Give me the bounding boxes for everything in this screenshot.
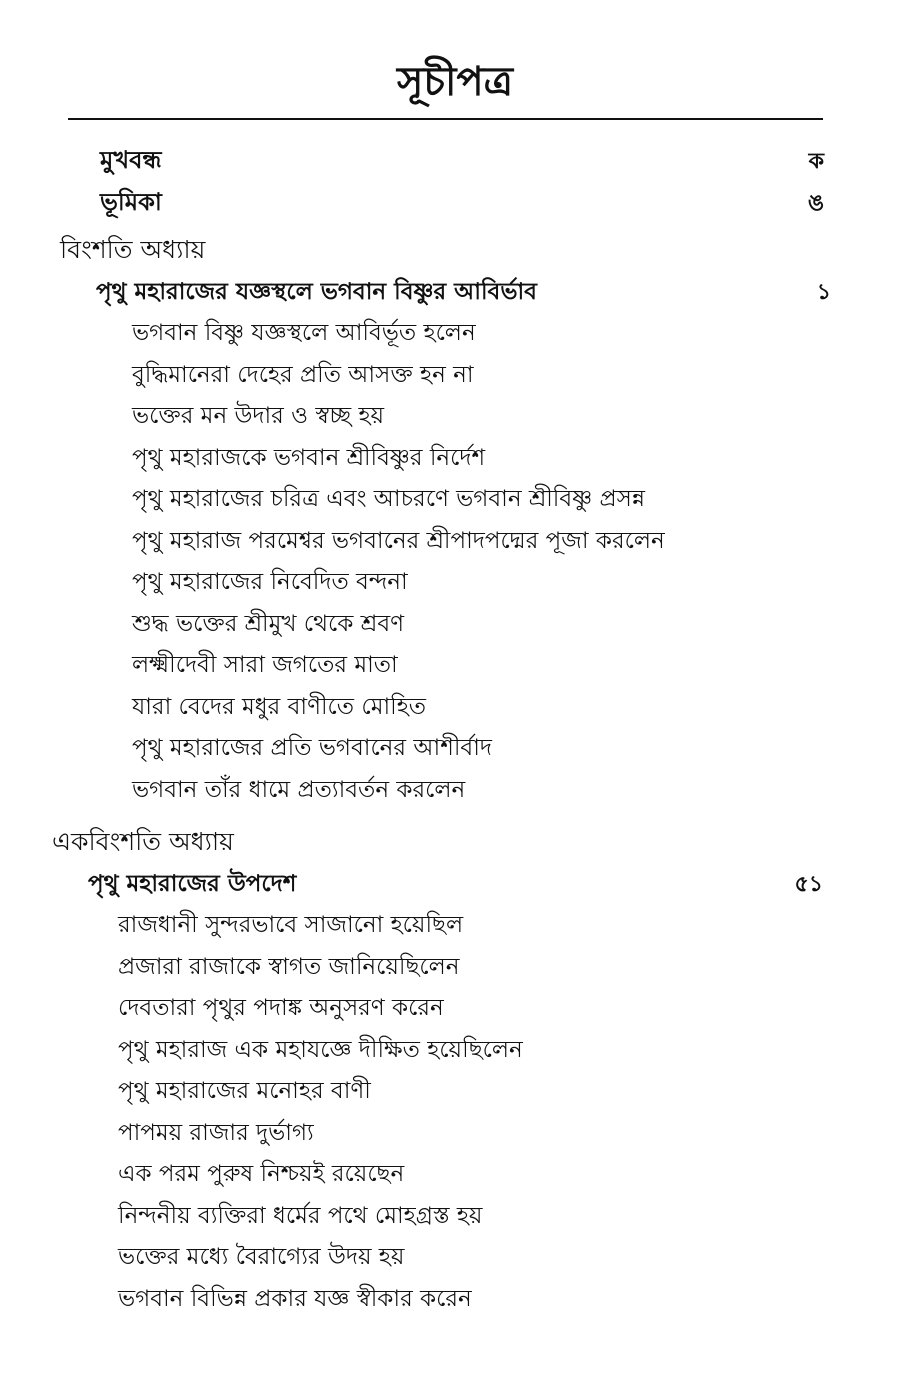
- title-divider: [68, 118, 823, 120]
- page-title: সূচীপত্র: [397, 59, 513, 105]
- subtopic-item[interactable]: যারা বেদের মধুর বাণীতে মোহিত: [132, 693, 427, 720]
- toc-entry-label: মুখবন্ধ: [100, 146, 162, 174]
- subtopic-item[interactable]: পৃথু মহারাজের নিবেদিত বন্দনা: [132, 569, 408, 595]
- front-matter-list: [100, 140, 824, 224]
- subtopic-item[interactable]: পৃথু মহারাজের প্রতি ভগবানের আশীর্বাদ: [132, 735, 492, 761]
- subtopic-item[interactable]: ভগবান তাঁর ধামে প্রত্যাবর্তন করলেন: [132, 776, 466, 803]
- subtopic-item[interactable]: লক্ষ্মীদেবী সারা জগতের মাতা: [132, 652, 398, 678]
- subtopic-list: [132, 313, 830, 811]
- chapter-heading: একবিংশতি অধ্যায়: [52, 827, 234, 856]
- subtopic-item[interactable]: পাপময় রাজার দুর্ভাগ্য: [118, 1119, 314, 1146]
- chapter-section-20: [60, 228, 830, 811]
- subtopic-item[interactable]: প্রজারা রাজাকে স্বাগত জানিয়েছিলেন: [118, 953, 460, 980]
- toc-entry-introduction[interactable]: [100, 182, 824, 224]
- toc-entry-preface[interactable]: [100, 140, 824, 182]
- subtopic-list: [118, 905, 822, 1320]
- chapter-heading: বিংশতি অধ্যায়: [60, 235, 206, 264]
- subtopic-item[interactable]: ভগবান বিষ্ণু যজ্ঞস্থলে আবির্ভূত হলেন: [132, 320, 476, 346]
- subtopic-item[interactable]: এক পরম পুরুষ নিশ্চয়ই রয়েছেন: [118, 1161, 405, 1187]
- subtopic-item[interactable]: ভক্তের মধ্যে বৈরাগ্যের উদয় হয়: [118, 1244, 405, 1270]
- chapter-title-entry[interactable]: [88, 864, 823, 905]
- chapter-section-21: [52, 820, 822, 1320]
- toc-entry-label: ভূমিকা: [100, 188, 162, 216]
- subtopic-item[interactable]: শুদ্ধ ভক্তের শ্রীমুখ থেকে শ্রবণ: [132, 610, 405, 637]
- subtopic-item[interactable]: বুদ্ধিমানেরা দেহের প্রতি আসক্ত হন না: [132, 361, 474, 388]
- subtopic-item[interactable]: রাজধানী সুন্দরভাবে সাজানো হয়েছিল: [118, 912, 464, 938]
- subtopic-item[interactable]: পৃথু মহারাজ এক মহাযজ্ঞে দীক্ষিত হয়েছিলেন: [118, 1036, 523, 1063]
- chapter-title: পৃথু মহারাজের যজ্ঞস্থলে ভগবান বিষ্ণুর আবির্ভাব: [96, 279, 537, 305]
- toc-page-number: ১: [816, 280, 831, 305]
- subtopic-item[interactable]: ভক্তের মন উদার ও স্বচ্ছ হয়: [132, 403, 385, 429]
- toc-page-number: ঙ: [807, 191, 824, 216]
- toc-page-number: ৫১: [794, 872, 823, 897]
- subtopic-item[interactable]: দেবতারা পৃথুর পদাঙ্ক অনুসরণ করেন: [118, 995, 444, 1021]
- subtopic-item[interactable]: পৃথু মহারাজকে ভগবান শ্রীবিষ্ণুর নির্দেশ: [132, 444, 486, 471]
- subtopic-item[interactable]: ভগবান বিভিন্ন প্রকার যজ্ঞ স্বীকার করেন: [118, 1285, 472, 1312]
- chapter-title: পৃথু মহারাজের উপদেশ: [88, 871, 297, 897]
- chapter-title-entry[interactable]: [96, 272, 831, 313]
- toc-page-number: ক: [808, 149, 824, 174]
- subtopic-item[interactable]: পৃথু মহারাজের মনোহর বাণী: [118, 1078, 371, 1104]
- subtopic-item[interactable]: পৃথু মহারাজ পরমেশ্বর ভগবানের শ্রীপাদপদ্মের পূজা করলেন: [132, 527, 665, 554]
- subtopic-item[interactable]: নিন্দনীয় ব্যক্তিরা ধর্মের পথে মোহগ্রস্ত হয়: [118, 1202, 483, 1229]
- subtopic-item[interactable]: পৃথু মহারাজের চরিত্র এবং আচরণে ভগবান শ্রীবিষ্ণু প্রসন্ন: [132, 486, 645, 512]
